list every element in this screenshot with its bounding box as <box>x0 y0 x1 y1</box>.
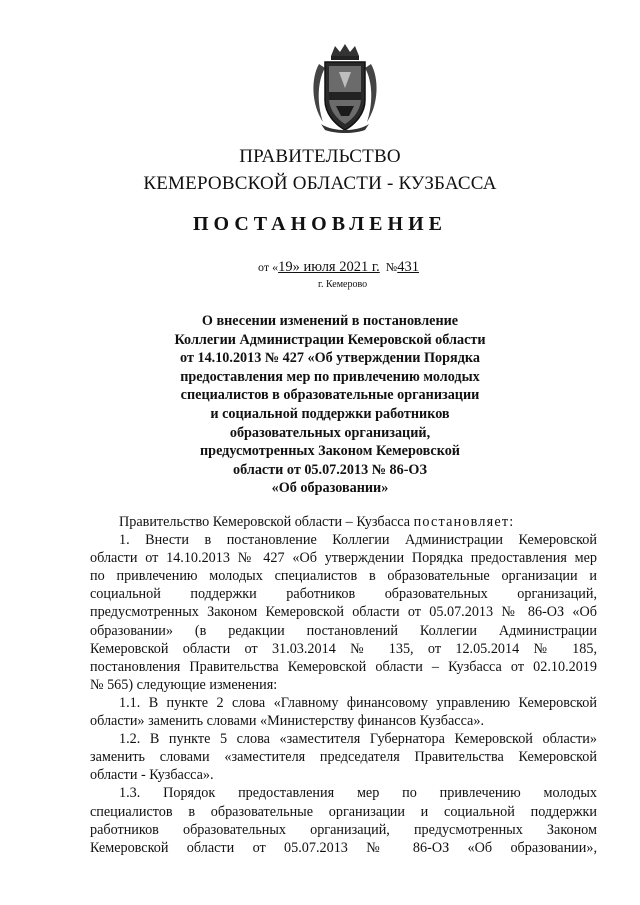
body-line: 1.3. Порядок предоставления мер по привлечению молодых <box>119 785 597 802</box>
government-name-line1: ПРАВИТЕЛЬСТВО <box>239 146 401 167</box>
body-line: работников образовательных организаций, предусмотренных Законом <box>90 821 597 838</box>
body-line: Кемеровской области от 05.07.2013 № 86-ОЗ «Об образовании», <box>90 839 597 856</box>
body-line: заменить словами «заместителя председателя Правительства Кемеровской <box>90 749 597 766</box>
body-line: образовании» (в редакции постановлений Коллегии Администрации <box>90 622 597 639</box>
body-line: 1. Внести в постановление Коллегии Администрации Кемеровской <box>119 532 597 549</box>
subject-line: Коллегии Администрации Кемеровской области <box>174 331 486 348</box>
body-intro: Правительство Кемеровской области – Кузбасса <box>119 514 411 530</box>
date-prefix: от « <box>258 260 279 274</box>
document-type-title: ПОСТАНОВЛЕНИЕ <box>193 213 447 235</box>
document-body <box>90 513 597 857</box>
date-month-year: » июля 2021 г. <box>292 259 380 275</box>
body-line: области - Кузбасса». <box>90 767 214 784</box>
subject-line: предоставления мер по привлечению молодых <box>180 368 480 385</box>
body-line: области от 14.10.2013 № 427 «Об утверждении Порядка предоставления мер <box>90 550 597 567</box>
coat-of-arms-emblem <box>305 42 385 134</box>
subject-line: образовательных организаций, <box>229 424 431 441</box>
body-intro-verb: постановляет: <box>413 514 515 530</box>
body-line: 1.1. В пункте 2 слова «Главному финансовому управлению Кемеровской <box>119 694 597 711</box>
body-line: 1.2. В пункте 5 слова «заместителя Губернатора Кемеровской области» <box>119 731 597 748</box>
body-line: области» заменить словами «Министерству финансов Кузбасса». <box>90 713 484 730</box>
document-number: 431 <box>397 259 419 275</box>
subject-line: О внесении изменений в постановление <box>201 313 459 329</box>
body-line: социальной поддержки работников образовательных организаций, <box>90 586 597 603</box>
body-line: по привлечению молодых специалистов в образовательные организации и <box>90 568 597 585</box>
body-line: Кемеровской области от 31.03.2014 № 135, от 12.05.2014 № 185, <box>90 640 597 657</box>
subject-line: предусмотренных Законом Кемеровской <box>200 443 460 460</box>
body-intro-line <box>90 513 597 531</box>
subject-line: от 14.10.2013 № 427 «Об утверждении Порядка <box>180 350 480 367</box>
subject-line: и социальной поддержки работников <box>210 405 450 422</box>
body-line: постановления Правительства Кемеровской области – Кузбасса от 02.10.2019 <box>90 658 597 675</box>
document-date-line <box>258 259 419 276</box>
date-day: 19 <box>278 259 293 275</box>
body-line: № 565) следующие изменения: <box>90 676 278 693</box>
body-line: предусмотренных Законом Кемеровской области от 05.07.2013 № 86-ОЗ «Об <box>90 604 597 621</box>
subject-line: области от 05.07.2013 № 86-ОЗ <box>233 461 427 478</box>
subject-line: специалистов в образовательные организации <box>180 387 480 404</box>
document-city: г. Кемерово <box>318 279 368 290</box>
body-line: специалистов в образовательные организации и социальной поддержки <box>90 803 597 820</box>
number-prefix: № <box>385 260 398 274</box>
document-subject <box>140 312 520 498</box>
subject-line: «Об образовании» <box>271 480 389 497</box>
government-name-line2: КЕМЕРОВСКОЙ ОБЛАСТИ - КУЗБАССА <box>143 173 497 194</box>
